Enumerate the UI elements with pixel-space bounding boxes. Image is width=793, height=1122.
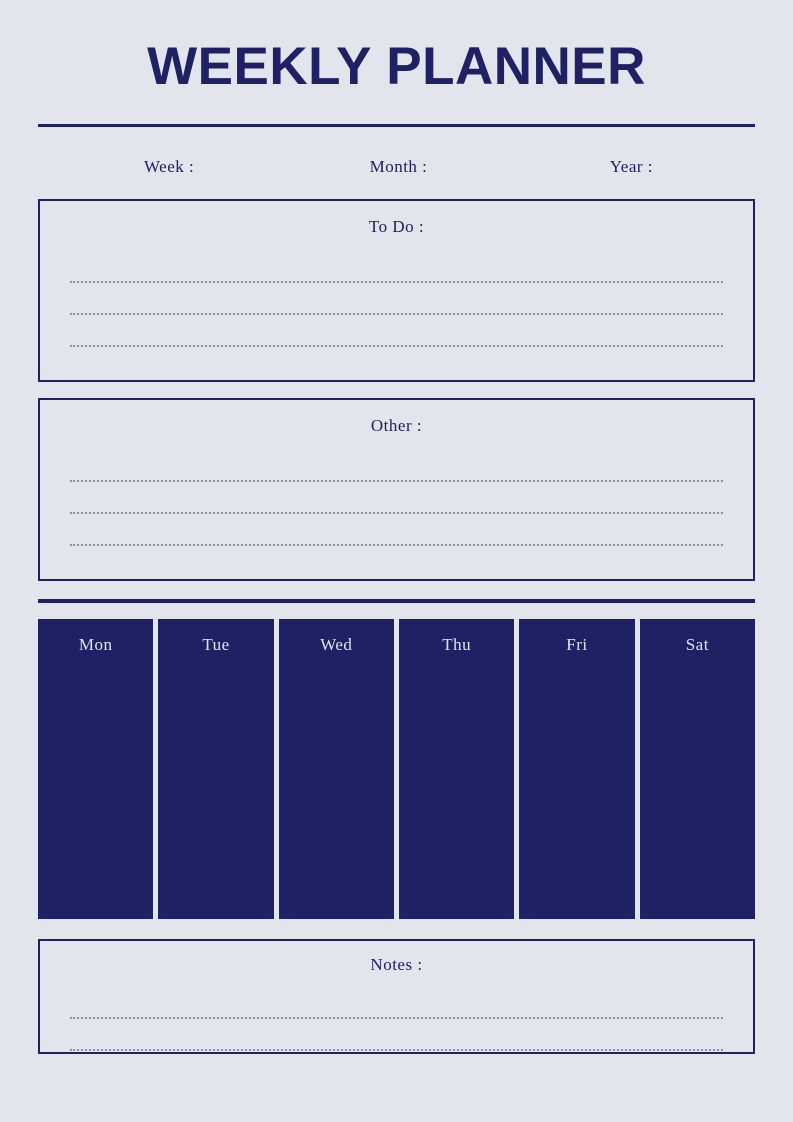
todo-title: To Do : (368, 217, 425, 237)
day-column-thu[interactable]: Thu (399, 619, 514, 919)
day-column-sat[interactable]: Sat (640, 619, 755, 919)
days-divider (38, 599, 755, 603)
week-field-label[interactable]: Week : (144, 157, 195, 177)
other-line[interactable] (70, 514, 723, 546)
todo-line[interactable] (70, 283, 723, 315)
other-title: Other : (370, 416, 423, 436)
day-column-mon[interactable]: Mon (38, 619, 153, 919)
other-line[interactable] (70, 482, 723, 514)
meta-row (38, 157, 755, 177)
day-column-wed[interactable]: Wed (279, 619, 394, 919)
todo-section (38, 199, 755, 382)
day-column-fri[interactable]: Fri (519, 619, 634, 919)
todo-line[interactable] (70, 315, 723, 347)
notes-title: Notes : (370, 955, 423, 975)
notes-line[interactable] (70, 987, 723, 1019)
day-column-tue[interactable]: Tue (158, 619, 273, 919)
other-section (38, 398, 755, 581)
title-divider (38, 124, 755, 127)
todo-line[interactable] (70, 251, 723, 283)
other-line[interactable] (70, 450, 723, 482)
notes-line[interactable] (70, 1019, 723, 1051)
year-field-label[interactable]: Year : (609, 157, 654, 177)
page-title: WEEKLY PLANNER (147, 37, 646, 96)
notes-section (38, 939, 755, 1054)
days-grid (38, 619, 755, 919)
month-field-label[interactable]: Month : (369, 157, 428, 177)
